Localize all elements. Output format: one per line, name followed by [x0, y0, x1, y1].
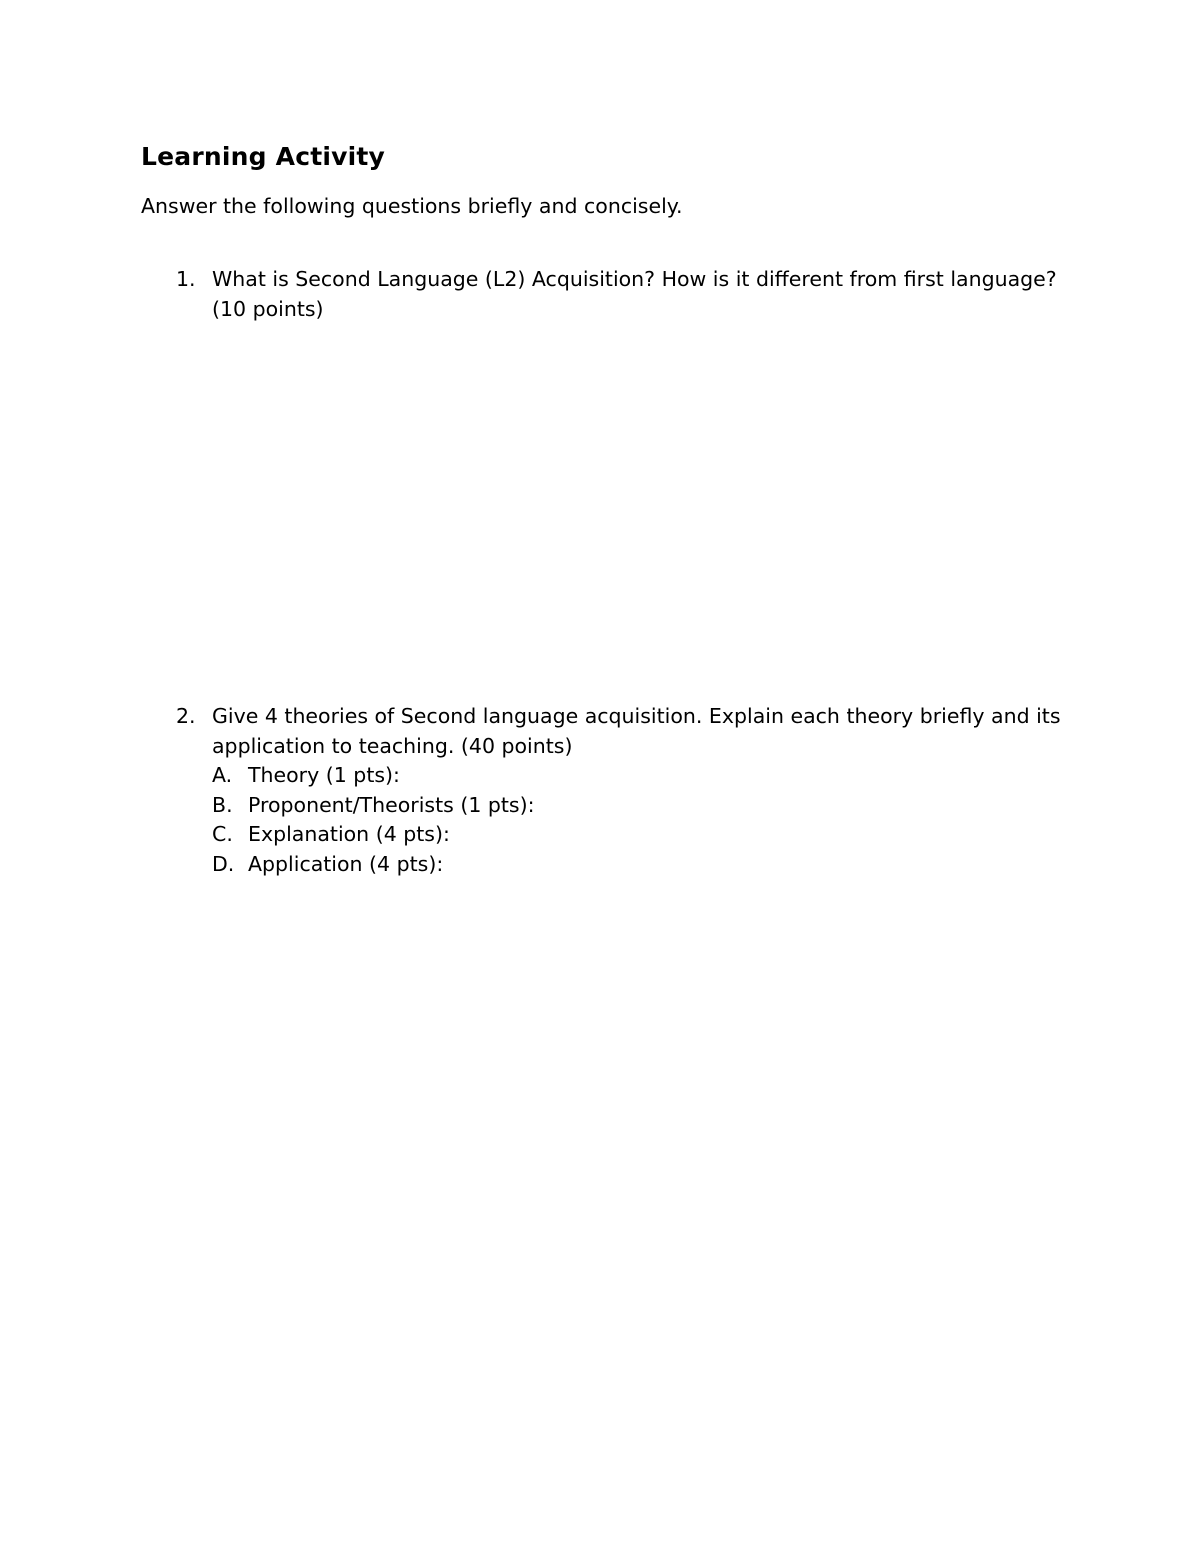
subitem-text: Proponent/Theorists (1 pts): [248, 792, 535, 817]
subitem-text: Application (4 pts): [248, 851, 444, 876]
question-2 [176, 702, 1076, 880]
question-number: 2. [176, 704, 196, 728]
subitem-list [212, 761, 1076, 879]
page-title: Learning Activity [141, 142, 386, 171]
subitem-letter: C. [212, 822, 233, 847]
subitem-proponent [212, 791, 1076, 821]
subitem-text: Explanation (4 pts): [248, 822, 450, 847]
instructions-text: Answer the following questions briefly and concisely. [141, 194, 683, 218]
subitem-theory [212, 761, 1076, 791]
question-text: What is Second Language (L2) Acquisition? How is it different from first language? (10 points) [212, 267, 1057, 321]
subitem-text: Theory (1 pts): [248, 763, 400, 788]
question-1 [176, 265, 1076, 324]
subitem-letter: A. [212, 763, 233, 788]
subitem-application [212, 850, 1076, 880]
subitem-letter: B. [212, 792, 233, 817]
subitem-explanation [212, 820, 1076, 850]
question-text: Give 4 theories of Second language acquisition. Explain each theory briefly and its application to teaching. (40 points) [212, 704, 1061, 758]
subitem-letter: D. [212, 851, 235, 876]
question-number: 1. [176, 267, 196, 291]
